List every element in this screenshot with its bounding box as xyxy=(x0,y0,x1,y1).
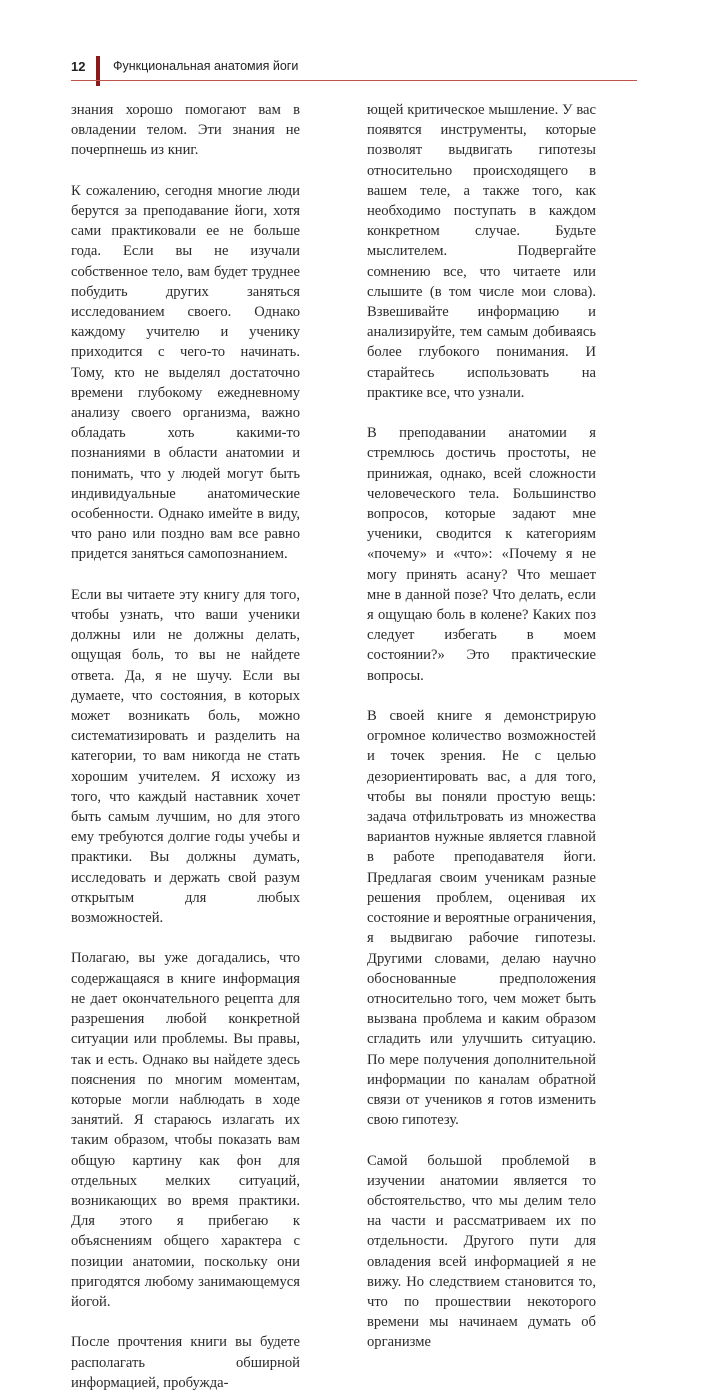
paragraph: В своей книге я демонстрирую огромное количество возможностей и точек зрения. Не с целью дезориентировать вас, а для того, чтобы вы поняли простую вещь: задача отфильтровать из множества вариантов нужные является главной в работе преподавателя йоги. Предлагая своим ученикам разные решения проблем, оценивая их состояние и вероятные ограничения, я выдвигаю рабочие гипотезы. Другими словами, делаю научно обоснованные предположения относительно того, чем может быть вызвана проблема и каким образом сгладить или улучшить ситуацию. По мере получения дополнительной информации по каналам обратной связи от учеников я готов изменить свою гипотезу. xyxy=(367,708,596,1129)
paragraph: После прочтения книги вы будете располагать обширной информацией, пробужда- xyxy=(71,1334,300,1391)
paragraph: Полагаю, вы уже догадались, что содержащаяся в книге информация не дает окончательного рецепта для разрешения любой конкретной ситуации или проблемы. Вы правы, так и есть. Однако вы найдете здесь пояснения по многим моментам, которые могли наблюдать в ходе занятий. Я стараюсь излагать их таким образом, чтобы показать вам общую картину как фон для отдельных мелких ситуаций, возникающих во время практики. Для этого я прибегаю к объяснениям общего характера с позиции анатомии, поскольку они пригодятся любому занимающемуся йогой. xyxy=(71,950,300,1310)
header-rule xyxy=(71,80,637,81)
running-header xyxy=(71,56,637,82)
paragraph: В преподавании анатомии я стремлюсь достичь простоты, не принижая, однако, всей сложности человеческого тела. Большинство вопросов, которые задают мне ученики, сводится к категориям «почему» и «что»: «Почему я не могу принять асану? Что мешает мне в данной позе? Что делать, если я ощущаю боль в колене? Каких поз следует избегать в моем состоянии?» Это практические вопросы. xyxy=(367,425,596,684)
header-accent-bar xyxy=(96,56,100,86)
paragraph: К сожалению, сегодня многие люди берутся за преподавание йоги, хотя сами практиковали ее не больше года. Если вы не изучали собственное тело, вам будет труднее побудить других заняться исследованием своего. Однако каждому учителю и ученику приходится с чего-то начинать. Тому, кто не выделял достаточно времени глубокому ежедневному анализу своего организма, важно обладать хоть какими-то познаниями в области анатомии и понимать, что у людей могут быть индивидуальные анатомические особенности. Однако имейте в виду, что рано или поздно вам все равно придется заняться самопознанием. xyxy=(71,182,300,563)
paragraph: Самой большой проблемой в изучении анатомии является то обстоятельство, что мы делим тело на части и рассматриваем их по отдельности. Другого пути для овладения всей информацией я не вижу. Но следствием становится то, что по прошествии некоторого времени мы начинаем думать об организме xyxy=(367,1152,596,1351)
paragraph: знания хорошо помогают вам в овладении телом. Эти знания не почерпнешь из книг. xyxy=(71,102,300,159)
page-number: 12 xyxy=(71,59,86,74)
right-column xyxy=(367,100,596,1353)
running-title: Функциональная анатомия йоги xyxy=(113,59,299,73)
left-column xyxy=(71,100,300,1393)
paragraph: ющей критическое мышление. У вас появятся инструменты, которые позволят выдвигать гипотезы относительно происходящего в вашем теле, а также того, как необходимо поступать в каждом конкретном случае. Будьте мыслителем. Подвергайте сомнению все, что читаете или слышите (в том числе мои слова). Взвешивайте информацию и анализируйте, тем самым добиваясь более глубокого понимания. И старайтесь использовать на практике все, что узнали. xyxy=(367,102,596,401)
paragraph: Если вы читаете эту книгу для того, чтобы узнать, что ваши ученики должны или не должны делать, ощущая боль, то вы не найдете ответа. Да, я не шучу. Если вы думаете, что состояния, в которых может возникать боль, можно систематизировать и разделить на категории, то вам никогда не стать хорошим учителем. Я исхожу из того, что каждый наставник хочет быть самым лучшим, но для этого ему требуются долгие годы учебы и практики. Вы должны думать, исследовать и держать свой разум открытым для любых возможностей. xyxy=(71,586,300,927)
